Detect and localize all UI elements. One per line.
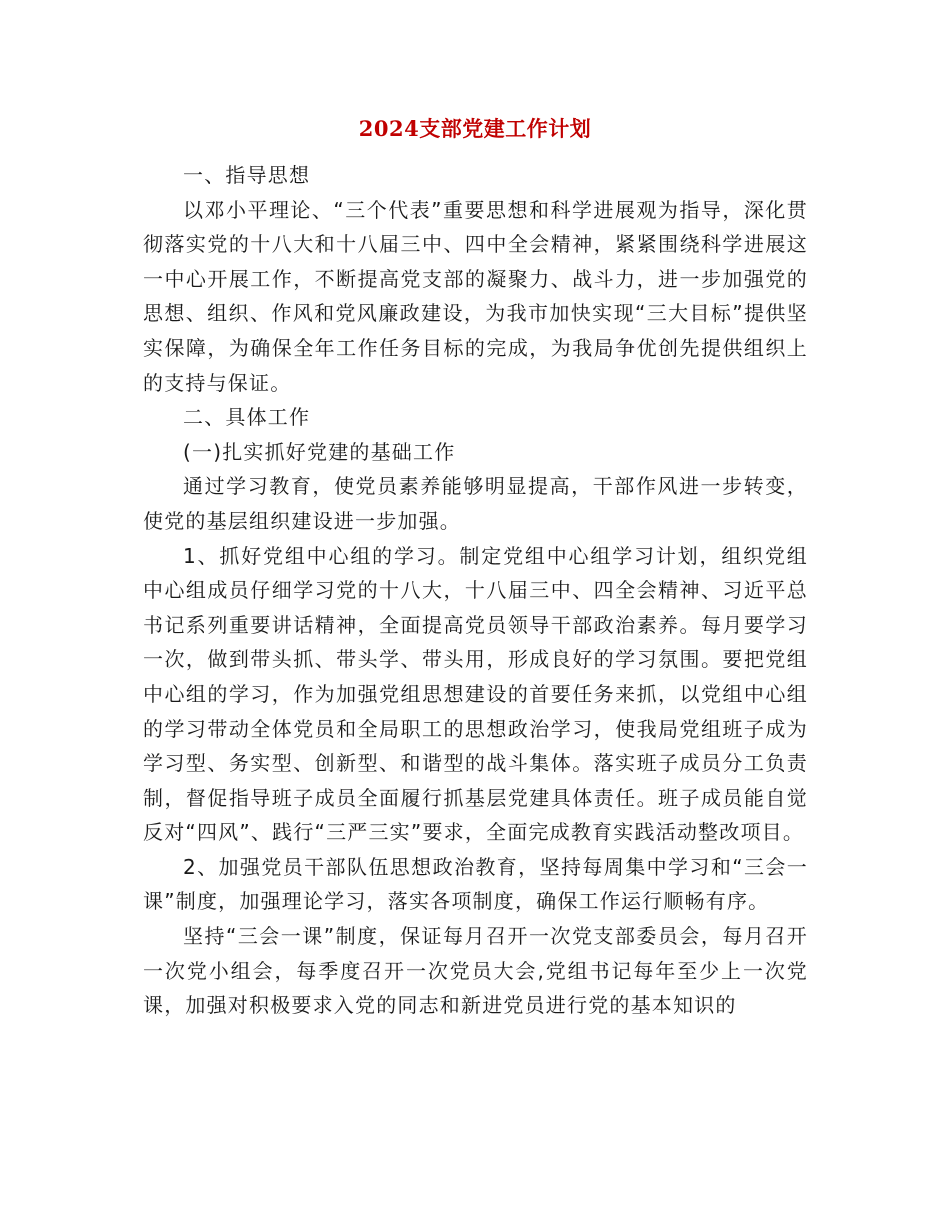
paragraph-three-meetings: 坚持“三会一课”制度，保证每月召开一次党支部委员会，每月召开一次党小组会，每季度召开一次党员大会,党组书记每年至少上一次党课，加强对积极要求入党的同志和新进党员进行党的基本知识的 [143,924,808,1018]
document-title: 2024支部党建工作计划 [358,116,592,141]
paragraph-item-1: 1、抓好党组中心组的学习。制定党组中心组学习计划，组织党组中心组成员仔细学习党的十八大，十八届三中、四全会精神、习近平总书记系列重要讲话精神，全面提高党员领导干部政治素养。每月要学习一次，做到带头抓、带头学、带头用，形成良好的学习氛围。要把党组中心组的学习，作为加强党组思想建设的首要任务来抓，以党组中心组的学习带动全体党员和全局职工的思想政治学习，使我局党组班子成为学习型、务实型、创新型、和谐型的战斗集体。落实班子成员分工负责制，督促指导班子成员全面履行抓基层党建具体责任。班子成员能自觉反对“四风”、践行“三严三实”要求，全面完成教育实践活动整改项目。 [143,543,808,845]
document-body [143,158,808,1023]
paragraph-guiding-ideology: 以邓小平理论、“三个代表”重要思想和科学进展观为指导，深化贯彻落实党的十八大和十八届三中、四中全会精神，紧紧围绕科学进展这一中心开展工作，不断提高党支部的凝聚力、战斗力，进一步加强党的思想、组织、作风和党风廉政建设，为我市加快实现“三大目标”提供坚实保障，为确保全年工作任务目标的完成，为我局争优创先提供组织上的支持与保证。 [143,197,808,395]
heading-guiding-ideology: 一、指导思想 [183,163,311,187]
paragraph-study-education: 通过学习教育，使党员素养能够明显提高，干部作风进一步转变，使党的基层组织建设进一步加强。 [143,474,808,533]
heading-specific-work: 二、具体工作 [183,405,311,430]
subheading-basic-work: (一)扎实抓好党建的基础工作 [183,439,456,464]
paragraph-item-2: 2、加强党员干部队伍思想政治教育，坚持每周集中学习和“三会一课”制度，加强理论学习，落实各项制度，确保工作运行顺畅有序。 [143,854,808,914]
